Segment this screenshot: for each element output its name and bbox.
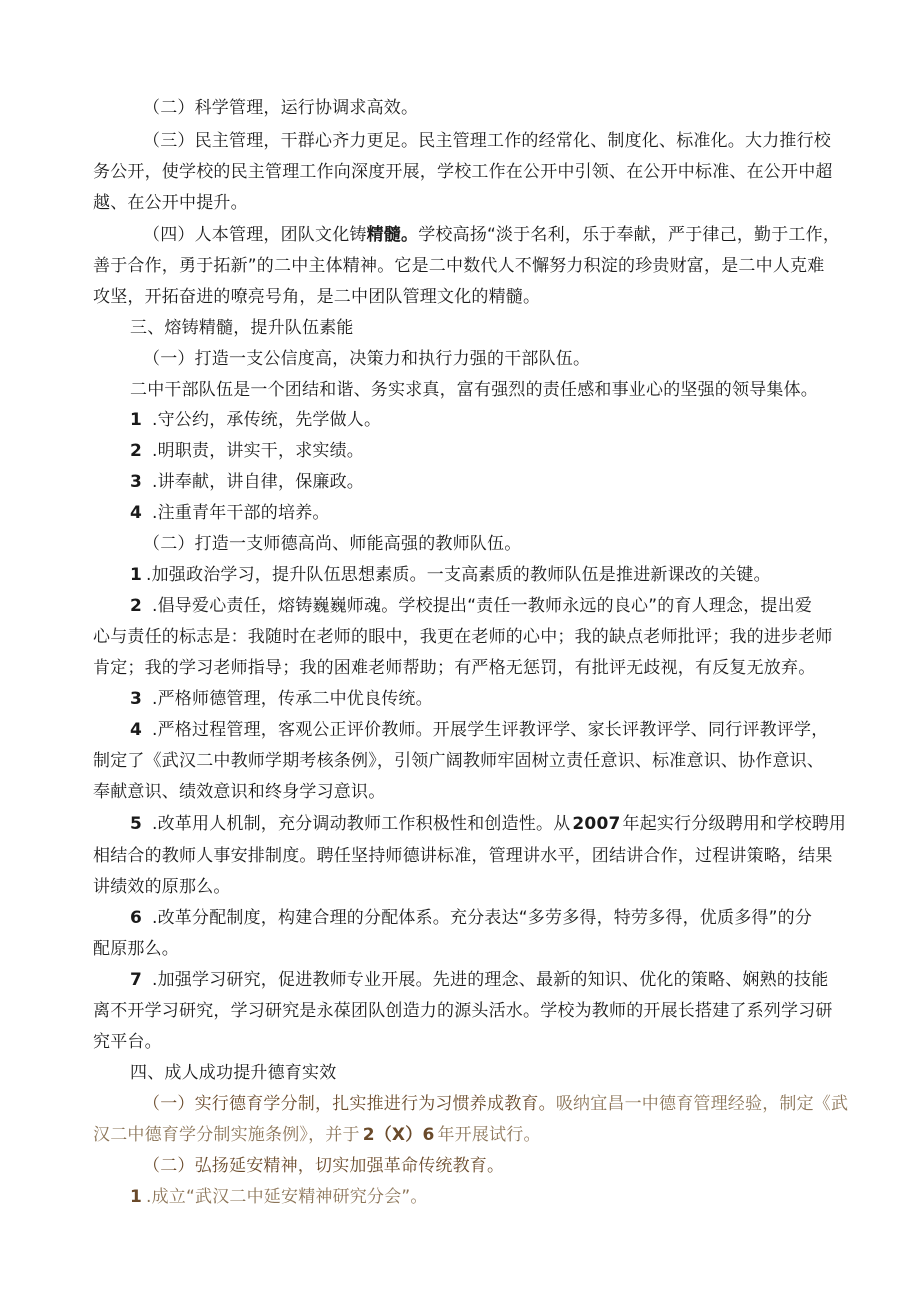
list-item: 4 .严格过程管理，客观公正评价教师。开展学生评教评学、家长评教评学、同行评教评学， (130, 720, 829, 740)
list-item: 3 .严格师德管理，传承二中优良传统。 (130, 689, 433, 709)
paragraph-line: 善于合作，勇于拓新”的二中主体精神。它是二中数代人不懈努力积淀的珍贵财富，是二中人克难 (93, 256, 825, 276)
paragraph-line: 离不开学习研究，学习研究是永葆团队创造力的源头活水。学校为教师的开展长搭建了系列学习研 (93, 1001, 833, 1021)
bold-text: 精髓。 (366, 225, 419, 245)
list-number: 7 (130, 970, 143, 990)
list-item: 2 .明职责，讲实干，求实绩。 (130, 441, 365, 461)
list-number: 1 (130, 410, 143, 430)
list-item: 2 .倡导爱心责任，熔铸巍巍师魂。学校提出“责任一教师永远的良心”的育人理念，提出爱 (130, 596, 813, 616)
highlight-text: 吸纳宜昌一中德育管理经验，制定《武 (555, 1094, 849, 1114)
paragraph-line: 究平台。 (93, 1032, 162, 1052)
list-item: 4 .注重青年干部的培养。 (130, 503, 330, 523)
list-number: 5 (130, 814, 143, 834)
list-item: 1 .成立“武汉二中延安精神研究分会”。 (130, 1187, 428, 1207)
list-number: 2 (130, 441, 143, 461)
paragraph-line: 肯定；我的学习老师指导；我的困难老师帮助；有严格无惩罚，有批评无歧视，有反复无放弃。 (93, 658, 816, 678)
paragraph-line: 务公开，使学校的民主管理工作向深度开展，学校工作在公开中引领、在公开中标准、在公开中超 (93, 162, 833, 182)
paragraph-line: （二）打造一支师德高尚、师能高强的教师队伍。 (143, 534, 522, 554)
list-number: 6 (130, 908, 143, 928)
paragraph-line: 心与责任的标志是：我随时在老师的眼中，我更在老师的心中；我的缺点老师批评；我的进步老师 (93, 627, 833, 647)
paragraph-line: 配原那么。 (93, 939, 179, 959)
list-item: 7 .加强学习研究，促进教师专业开展。先进的理念、最新的知识、优化的策略、娴熟的技能 (130, 970, 829, 990)
paragraph-line: 讲绩效的原那么。 (93, 877, 231, 897)
paragraph-line: （一）打造一支公信度高，决策力和执行力强的干部队伍。 (143, 349, 591, 369)
paragraph-line: 攻坚，开拓奋进的嘹亮号角，是二中团队管理文化的精髓。 (93, 287, 541, 307)
list-item: 6 .改革分配制度，构建合理的分配体系。充分表达“多劳多得，特劳多得，优质多得”的分 (130, 908, 813, 928)
paragraph-line: （二）科学管理，运行协调求高效。 (143, 98, 419, 118)
paragraph-line: 奉献意识、绩效意识和终身学习意识。 (93, 782, 386, 802)
bold-year: 2007 (572, 814, 621, 834)
paragraph-line: （四）人本管理，团队文化铸精髓。学校高扬“淡于名利，乐于奉献，严于律己，勤于工作， (143, 225, 841, 245)
paragraph-line (0, 1093, 920, 1115)
list-item: 1 .守公约，承传统，先学做人。 (130, 410, 382, 430)
list-item: 1 .加强政治学习，提升队伍思想素质。一支高素质的教师队伍是推进新课改的关键。 (130, 565, 771, 585)
bold-year: 2（X）6 (362, 1125, 435, 1145)
list-number: 3 (130, 472, 143, 492)
section-heading: 四、成人成功提升德育实效 (130, 1063, 337, 1083)
section-heading: 三、熔铸精髓，提升队伍素能 (130, 318, 354, 338)
paragraph-line: 制定了《武汉二中教师学期考核条例》，引领广阔教师牢固树立责任意识、标准意识、协作意识、 (93, 751, 825, 771)
paragraph-line: （三）民主管理，干群心齐力更足。民主管理工作的经常化、制度化、标准化。大力推行校 (143, 131, 831, 151)
highlight-text: （一）实行德育学分制，扎实推进行为习惯养成教育。 (143, 1094, 556, 1114)
list-number: 1 (130, 1187, 143, 1207)
list-number: 3 (130, 689, 143, 709)
list-number: 2 (130, 596, 143, 616)
paragraph-line: （二）弘扬延安精神，切实加强革命传统教育。 (143, 1156, 505, 1176)
list-number: 1 (130, 565, 143, 585)
list-item: 3 .讲奉献，讲自律，保廉政。 (130, 472, 365, 492)
list-item: 5 .改革用人机制，充分调动教师工作积极性和创造性。从 2007 年起实行分级聘用和学校聘用 (130, 814, 847, 834)
paragraph-line: 二中干部队伍是一个团结和谐、务实求真，富有强烈的责任感和事业心的坚强的领导集体。 (130, 380, 818, 400)
paragraph-line: 越、在公开中提升。 (93, 193, 248, 213)
paragraph-line: 汉二中德育学分制实施条例》，并于 2（X）6 年开展试行。 (93, 1125, 541, 1145)
list-number: 4 (130, 503, 143, 523)
paragraph-line: 相结合的教师人事安排制度。聘任坚持师德讲标准，管理讲水平，团结讲合作，过程讲策略，结果 (93, 846, 833, 866)
list-number: 4 (130, 720, 143, 740)
